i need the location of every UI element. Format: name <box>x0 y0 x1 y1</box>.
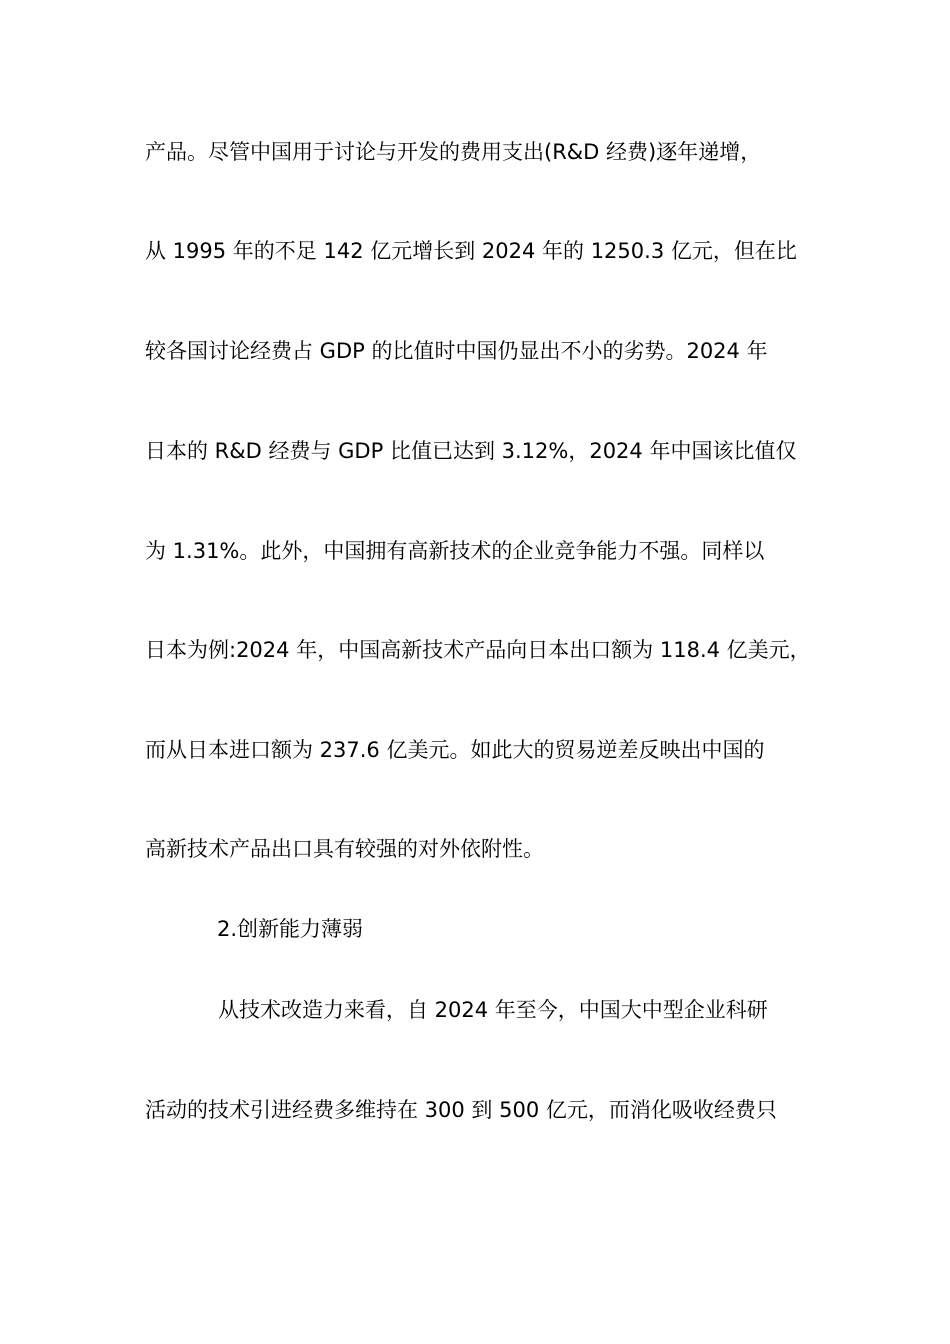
paragraph-line: 而从日本进口额为 237.6 亿美元。如此大的贸易逆差反映出中国的 <box>145 738 765 762</box>
paragraph-line: 高新技术产品出口具有较强的对外依附性。 <box>145 837 544 861</box>
paragraph-line: 为 1.31%。此外，中国拥有高新技术的企业竞争能力不强。同样以 <box>145 539 765 563</box>
paragraph-line: 产品。尽管中国用于讨论与开发的费用支出(R&D 经费)逐年递增， <box>145 140 762 164</box>
paragraph-line: 较各国讨论经费占 GDP 的比值时中国仍显出不小的劣势。2024 年 <box>145 339 768 363</box>
paragraph-line: 日本的 R&D 经费与 GDP 比值已达到 3.12%，2024 年中国该比值仅 <box>145 439 797 463</box>
paragraph-line: 活动的技术引进经费多维持在 300 到 500 亿元，而消化吸收经费只 <box>145 1098 777 1122</box>
section-heading: 2.创新能力薄弱 <box>217 917 364 941</box>
paragraph-line: 从 1995 年的不足 142 亿元增长到 2024 年的 1250.3 亿元，但在比 <box>145 239 797 263</box>
paragraph-line: 日本为例:2024 年，中国高新技术产品向日本出口额为 118.4 亿美元， <box>145 638 811 662</box>
paragraph-line: 从技术改造力来看，自 2024 年至今，中国大中型企业科研 <box>218 998 768 1022</box>
